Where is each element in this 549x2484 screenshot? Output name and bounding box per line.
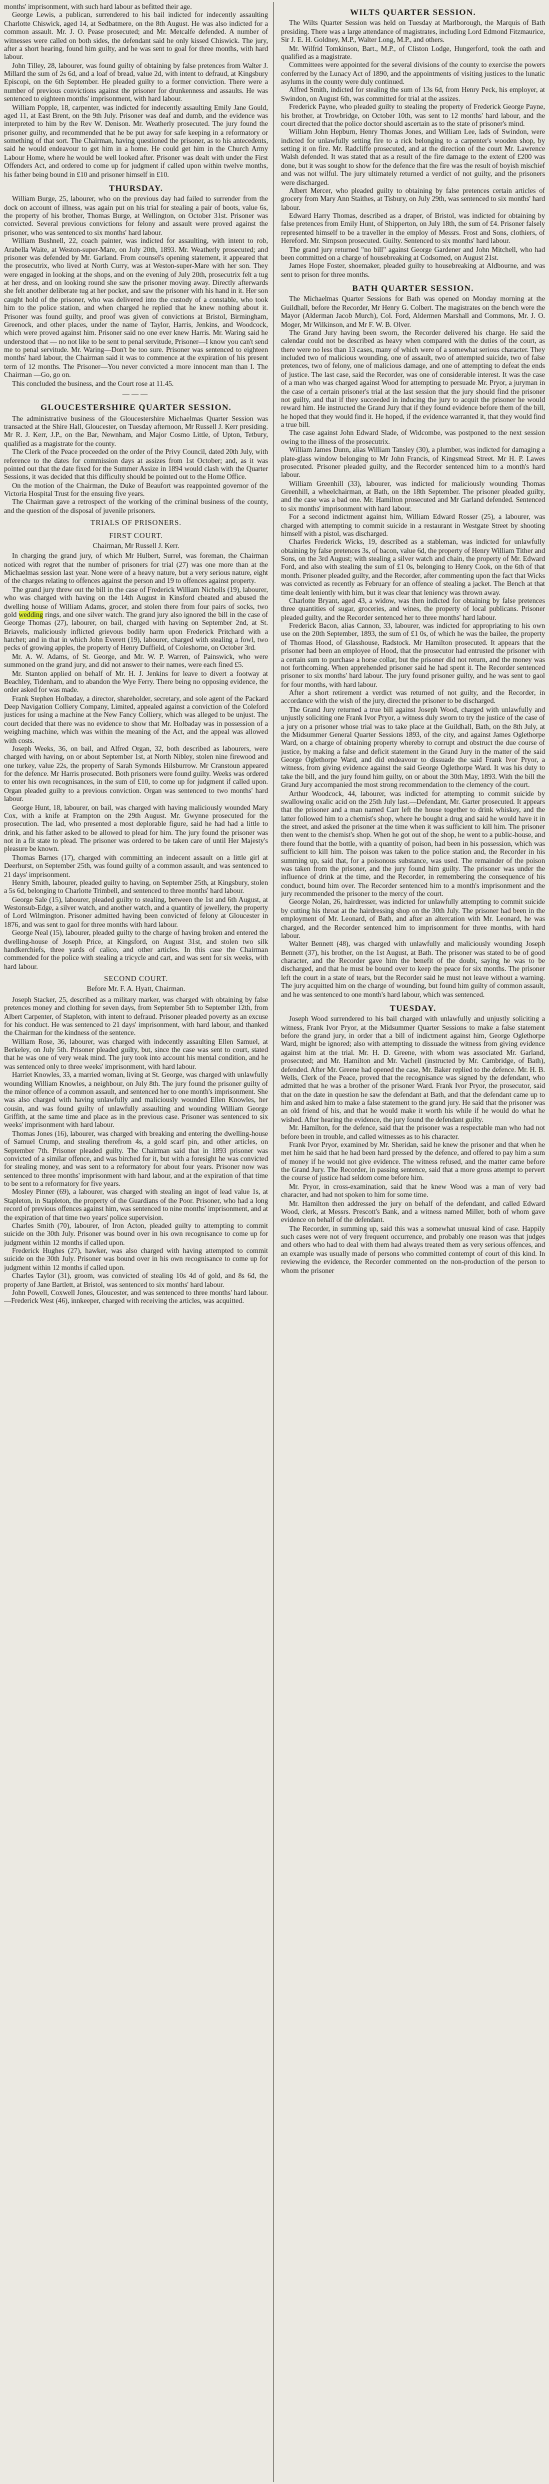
paragraph: The Recorder, in summing up, said this was a somewhat unusual kind of case. Happily such cases were not of very frequent occurrence, and probably one reason was that judges and others who had to deal with them had always treated them as very serious offences, and an example was usually made of persons who committed contempt of court of this kind. In reviewing the evidence, the Recorder commented on the non-production of the person to whom the prisoner <box>281 1224 545 1275</box>
paragraph: William Rose, 36, labourer, was charged with indecently assaulting Ellen Samuel, at Berkeley, on July 5th. Prisoner pleaded guilty, but, since the case was sent to court, stated that he was one of very weak mind. The jury took into account his mental condition, and he was sentenced only to three weeks' imprisonment, with hard labour. <box>4 1037 268 1071</box>
paragraph: The case against John Edward Slade, of Widcombe, was postponed to the next session owing to the illness of the prosecutrix. <box>281 429 545 446</box>
paragraph: Edward Harry Thomas, described as a draper, of Bristol, was indicted for obtaining by false pretences from Emily Hunt, of Shipperton, on July 18th, the sum of £4. Prisoner falsely represented himself to be a traveller in the employ of Messrs. Frost and Sons, clothiers, of Hereford. Mr. Simpson prosecuted. Guilty. Sentenced to six months' hard labour. <box>281 212 545 246</box>
paragraph: The grand jury threw out the bill in the case of Frederick William Nicholls (19), labourer, who was charged with having on the 14th August in Kinsford cheated and abused the dwelling house of William Adams, grocer, and stolen there from four pairs of socks, two gold wedding rings, and one silver watch. The grand jury also ignored the bill in the case of George Thomas (27), labourer, on bail, charged with having on September 2nd, at St. Briavels, maliciously inflicted grievous bodily harm upon Frederick Pritchard with a hatchet; and in that in which John Everett (19), labourer, charged with stealing a fowl, two pecks of growing apples, the property of Henry Duffield, of Coleshorne, on October 3rd. <box>4 585 268 653</box>
paragraph: George Nolan, 26, hairdresser, was indicted for unlawfully attempting to commit suicide by cutting his throat at the hairdressing shop on the 30th July. The prisoner had been in the employment of Mr. Leonard, of Bath, and after an altercation with Mr. Leonard, he was charged, and the Recorder sentenced him to imprisonment for three months, with hard labour. <box>281 898 545 940</box>
paragraph: After a short retirement a verdict was returned of not guilty, and the Recorder, in accordance with the wish of the jury, directed the prisoner to be discharged. <box>281 689 545 706</box>
paragraph: James Hope Foster, shoemaker, pleaded guilty to housebreaking at Aldbourne, and was sent to prison for three months. <box>281 262 545 279</box>
paragraph: Joseph Weeks, 36, on bail, and Alfred Organ, 32, both described as labourers, were charged with having, on or about September 1st, at North Nibley, stolen nine firewood and one turkey, value 22s, the property of Sarah Symonds Hilsburrow. Mr Cranstoun appeared for the defence. Mr Harris prosecuted. Both prisoners were found guilty. Weeks was ordered to enter his own recognisances, in the sum of £10, to come up for judgment if called upon. Organ pleaded guilty to a previous conviction. Organ was sentenced to two months' hard labour. <box>4 744 268 804</box>
section-heading: TUESDAY. <box>389 1002 437 1013</box>
paragraph: Henry Smith, labourer, pleaded guilty to having, on September 25th, at Kingsbury, stolen a 5s 6d, belonging to Charlotte Trimbell, and sentenced to three months' hard labour. <box>4 878 268 896</box>
sub-heading: TRIALS OF PRISONERS. <box>90 518 182 528</box>
section-heading: BATH QUARTER SESSION. <box>352 283 474 293</box>
paragraph: Mr. Stanton applied on behalf of Mr. H. J. Jenkins for leave to divert a footway at Beachley, Tidenham, and to abandon the Wye Ferry. There being no opposing evidence, the order asked for was made. <box>4 669 268 695</box>
highlight-mark: wedding <box>18 610 44 619</box>
paragraph: Thomas Jones (16), labourer, was charged with breaking and entering the dwelling-house of Samuel Crump, and stealing therefrom 4s, a gold scarf pin, and other articles, on September 7th. Prisoner pleaded guilty. The Chairman said that in 1893 prisoner was convicted of a similar offence, and was birched for it, but with a foresight he was convicted for stealing money, and was sent to a reformatory for about four years. Prisoner now was sentenced to three months' imprisonment with hard labour, and at the expiration of that time to be sent to a reformatory for five years. <box>4 1129 268 1188</box>
left-column <box>4 3 268 2481</box>
paragraph: The Grand Jury having been sworn, the Recorder delivered his charge. He said the calendar could not be described as heavy when compared with the duties of the court, as there were no less than 13 cases, many of which were of a somewhat serious character. They included two of malicious wounding, one of assault, two of attempted suicide, two of false pretences, two of felony, one of malicious damage, and one of attempting to defeat the ends of justice. The last case, said the Recorder, was one of considerable interest. It was the case of a man who was charged against Wood for attempting to persuade Mr. Pryor, a juryman in the case of a certain prisoner's trial at the last session that the jury should find the prisoner not guilty, and that if they succeeded in inducing the jury to acquit the prisoner he would reward him. He instructed the Grand Jury that if they found evidence before them of the bill, he hoped that they would find it. He hoped, if the evidence warranted it, that they would find a true bill. <box>281 328 545 429</box>
paragraph: The Wilts Quarter Session was held on Tuesday at Marlborough, the Marquis of Bath presiding. There was a large attendance of magistrates, including Lord Edmond Fitzmaurice, Sir J. E. H. Goldney, M.P., Walter Long, M.P., and others. <box>281 19 545 45</box>
chairman-line: Before Mr. F. A. Hyatt, Chairman. <box>86 985 186 994</box>
paragraph: George Sale (15), labourer, pleaded guilty to stealing, between the 1st and 6th August, at Westonsub-Edge, a silver watch, and another watch, and a quantity of jewellery, the property of Lord Wilmington. Prisoner admitted having been convicted of felony at Gloucester in 1876, and was sent to gaol for three months with hard labour. <box>4 895 268 929</box>
paragraph: Mr. Pryor, in cross-examination, said that he knew Wood was a man of very bad character, and had not spoken to him for some time. <box>281 1182 545 1200</box>
paragraph: Mr. Hamilton, for the defence, said that the prisoner was a respectable man who had not before been in trouble, and called witnesses as to his character. <box>281 1124 545 1141</box>
right-column <box>281 3 545 2481</box>
paragraph: Charles Smith (70), labourer, of Iron Acton, pleaded guilty to attempting to commit suicide on the 30th July. Prisoner was bound over in his own recognisance to come up for judgment within 12 months if called upon. <box>4 1221 268 1247</box>
paragraph: William Greenhill (33), labourer, was indicted for maliciously wounding Thomas Greenhill, a wheelchairman, at Bath, on the 18th September. The prisoner pleaded guilty, and the case was a bad one. Mr. Hamilton prosecuted and Mr Garland defended. Sentenced to six months' imprisonment with hard labour. <box>281 479 545 513</box>
paragraph: William James Dunn, alias William Tansley (30), a plumber, was indicted for damaging a plate-glass window belonging to Mr John Francis, of Kingsmead Street. Mr H. P. Lawes prosecuted. Prisoner pleaded guilty, and the Recorder sentenced him to a month's hard labour. <box>281 446 545 480</box>
paragraph: Frederick Hughes (27), hawker, was also charged with having attempted to commit suicide on the 30th July. Prisoner was bound over in his own recognisance to come up for judgment within 12 months if called upon. <box>4 1247 268 1272</box>
paragraph: The administrative business of the Gloucestershire Michaelmas Quarter Session was transacted at the Shire Hall, Gloucester, on Tuesday afternoon, Mr Russell J. Kerr presiding. Mr R. J. Kerr, J.P., on the Bar, Newnham, and Major Cosmo Little, of Upton, Tetbury, qualified as a magistrate for the county. <box>4 414 268 448</box>
paragraph: The grand jury returned "no bill" against George Gardener and John Mitchell, who had been committed on a charge of housebreaking at Codsomed, on August 21st. <box>281 245 545 262</box>
paragraph: Walter Bennett (48), was charged with unlawfully and maliciously wounding Joseph Bennett (37), his brother, on the 1st August, at Bath. The prisoner was stated to be of good character, and the Recorder gave him the benefit of the doubt, saying he was to be discharged, and that he must be bound over to keep the peace for six months. The prisoner left the court in a state of tears, but the Recorder said he must not leave without a warning. The jury acquitted him on the charge of wounding, but found him guilty of common assault, and he was sentenced to one month's hard labour, which was sentenced. <box>281 940 545 999</box>
paragraph: John Powell, Coxwell Jones, Gloucester, and was sentenced to three months' hard labour.—Frederick West (46), innkeeper, charged with receiving the articles, was acquitted. <box>4 1288 268 1306</box>
paragraph: For a second indictment against him, William Edward Rosser (25), a labourer, was charged with attempting to commit suicide in a restaurant in Westgate Street by shooting himself with a pistol, was discharged. <box>281 513 545 538</box>
paragraph: Frank Stephen Holbaday, a director, shareholder, secretary, and sole agent of the Packard Deep Navigation Colliery Company, Limited, appealed against a conviction of the Coleford justices for using a machine at the New Fancy Colliery, which was alleged to be unjust. The court decided that there was no evidence to show that Mr. Holbaday was in possession of a weighing machine, which was within the meaning of the Act, and the appeal was allowed with costs. <box>4 694 268 745</box>
paragraph: The Michaelmas Quarter Sessions for Bath was opened on Monday morning at the Guildhall, before the Recorder, Mr Henry G. Colbert. The magistrates on the bench were the Mayor (Alderman Jacob Murch), Col. Ford, Aldermen Marshall and Commons, Mr. J. O. Moger, Mr Wilkinson, and Mr F. W. B. Olver. <box>281 295 545 329</box>
paragraph: George Lewis, a publican, surrendered to his bail indicted for indecently assaulting Charlotte Chiswick, aged 14, at Sedbatmere, on the 8th August. He was also indicted for a common assault. Mr. J. O. Pease prosecuted; and Mr. Metcalfe defended. A number of witnesses were called on both sides, the defendant said he only kissed Chiswick. The jury, after a short hearing, found him guilty, and he was sent to goal for three months, with hard labour. <box>4 11 268 62</box>
paragraph: Mr. Hamilton then addressed the jury on behalf of the defendant, and called Edward Wood, clerk, at Messrs. Prescott's Bank, and a witness named Miller, both of whom gave evidence on behalf of the defendant. <box>281 1199 545 1225</box>
paragraph: On the motion of the Chairman, the Duke of Beaufort was reappointed governor of the Victoria Hospital Trust for the ensuing five years. <box>4 481 268 498</box>
paragraph: John Tilley, 28, labourer, was found guilty of obtaining by false pretences from Walter J. Millard the sum of 2s 6d, and a loaf of bread, value 2d, with intent to defraud, at Kingsbury Episcopi, on the 6th September. He pleaded guilty to a former conviction. There were a number of previous convictions against the prisoner for drunkenness and assaults. He was sentenced to eighteen months' imprisonment, with hard labour. <box>4 61 268 104</box>
section-heading: WILTS QUARTER SESSION. <box>349 7 476 17</box>
sub-heading: SECOND COURT. <box>103 974 169 983</box>
paragraph: George Hunt, 18, labourer, on bail, was charged with having maliciously wounded Mary Cox, with a knife at Frampton on the 29th August. Mr. Gwynne prosecuted for the prosecution. The lad, who presented a most deplorable figure, said he had had a little to drink, and his father asked to be allowed to plead for him. The jury found the prisoner was not in a fit state to plead. The prisoner was ordered to be taken care of until Her Majesty's pleasure be known. <box>4 803 268 854</box>
paragraph: William John Hepburn, Henry Thomas Jones, and William Lee, lads of Swindon, were indicted for unlawfully setting fire to a rick belonging to a carpenter's wooden shop, by setting it on fire. Mr. Radcliffe prosecuted, and at the direction of the court Mr. Lawrence Walsh defended. It was stated that as a result of the fire damage to the extent of £200 was done, but it was sought to show for the defence that the fire was the result of boyish mischief and was not wilful. The jury ultimately returned a verdict of not guilty, and the prisoners were discharged. <box>281 128 545 187</box>
paragraph: Mosley Pinner (69), a labourer, was charged with stealing an ingot of lead value 1s, at Stapleton, in Stapleton, the property of the Guardians of the Poor. Prisoner, who had a long record of previous offences against him, was sentenced to nine months' imprisonment, and at the expiration of that time two years' police supervision. <box>4 1188 268 1222</box>
paragraph: Joseph Wood surrendered to his bail charged with unlawfully and unjustly soliciting a witness, Frank Ivor Pryor, at the Midsummer Quarter Sessions to make a false statement before the grand jury, in order that a bill of indictment against him, George Oglethorpe Ward, might be ignored; also with attempting to dissuade the witness from giving evidence against him at the trial. Mr. H. D. Greene, with whom was associated Mr. Garland, prosecuted; and Mr. Hamilton and Mr. Vachell (instructed by Mr. Cambridge, of Bath), defended. After Mr. Greene had opened the case, Mr. Baker replied to the defence. Mr. H. B. Wells, Clerk of the Peace, proved that the recognisance was signed by the defendant, who admitted that he was a brother of the prisoner Ward. Frank Ivor Pryor, the prosecutor, said that on the date in question he saw the defendant at Bath, and that the defendant came up to him and asked him to make a false statement to the grand jury. He said that the prisoner was an old friend of his, and that he would make it worth his while if he would do what he wished. After hearing the evidence, the jury found the defendant guilty. <box>281 1015 545 1124</box>
paragraph: Harriet Knowles, 33, a married woman, living at St. George, was charged with unlawfully wounding William Knowles, a neighbour, on July 8th. The jury found the prisoner guilty of the minor offence of a common assault, and sentenced her to one month's imprisonment. She was also charged with having unlawfully and maliciously wounded Ellen Knowles, her cousin, and was found guilty of unlawfully assaulting and wounding William George Griffith, at the same time and place as in the previous case. Prisoner was sentenced to six weeks' imprisonment with hard labour. <box>4 1071 268 1130</box>
paragraph: The Grand Jury returned a true bill against Joseph Wood, charged with unlawfully and unjustly soliciting one Frank Ivor Pryor, a witness duly sworn to try the justice of the case of a jury on a prisoner whose trial was to take place at the Guildhall, Bath, on the 8th July, at the Midsummer General Quarter Sessions 1893, of the city, and against James Oglethorpe Ward, on a charge of obtaining property whereby to corrupt and obstruct the due course of justice, by making a false and deficit statement in the Grand Jury in the matter of the said George Oglethorpe Ward, and did endeavour to dissuade the said Frank Ivor Pryor, a witness, from giving evidence against the said George Oglethorpe Ward. It was his duty to take the bill, and the jury found him guilty, on or about the 30th May, 1893. With the bill the Grand Jury accompanied the most strong recommendation to the clemency of the court. <box>281 705 545 790</box>
section-heading: THURSDAY. <box>108 182 164 193</box>
paragraph: William Popple, 18, carpenter, was indicted for indecently assaulting Emily Jane Gould, aged 11, at East Brent, on the 9th July. Prisoner was deaf and dumb, and the evidence was interpreted to him by the Rev W. Denison. Mr. Weatherly prosecuted. The jury found the prisoner guilty, and recommended that he be put away for safe keeping in a reformatory or something of that sort. The Chairman, having questioned the prisoner, as to his antecedents, said he would endeavour to get him in a home. He could get him in the Church Army Labour Home, where he would be well looked after. Prisoner was dealt with under the First Offenders Act, and ordered to come up for judgment if called upon within twelve months, his father being bound in £10 and prisoner himself in £10. <box>4 103 268 179</box>
column-divider <box>273 2 274 2482</box>
paragraph: Joseph Stacker, 25, described as a military marker, was charged with obtaining by false pretences money and clothing for seven days, from September 5th to September 12th, from Albert Carpenter, of Stapleton, with intent to defraud. Prisoner pleaded poverty as an excuse for his conduct. He was sentenced to 21 days' imprisonment, with hard labour, and thanked the Chairman for the kindness of the sentence. <box>4 995 268 1038</box>
paragraph: In charging the grand jury, of which Mr Hulbert, Surrel, was foreman, the Chairman noticed with regret that the number of prisoners for trial (27) was one more than at the Michaelmas session last year. None were of a heavy nature, but a very serious nature, eight of the charges relating to offences against the person and 19 to offences against property. <box>4 552 268 586</box>
paragraph: Alfred Smith, indicted for stealing the sum of 13s 6d, from Henry Peck, his employer, at Swindon, on August 6th, was committed for trial at the assizes. <box>281 86 545 103</box>
paragraph: The Chairman gave a retrospect of the working of the criminal business of the county, and the question of the disposal of juvenile prisoners. <box>4 498 268 515</box>
paragraph: This concluded the business, and the Court rose at 11.45. <box>12 379 174 388</box>
paragraph: George Neal (15), labourer, pleaded guilty to the charge of having broken and entered the dwelling-house of Joseph Price, at Kingsford, on August 31st, and stolen two silk handkerchiefs, three yards of calico, and other articles. In this case the Chairman commended for the police with stealing a tricycle and cart, and was sent for six weeks, with hard labour. <box>4 929 268 971</box>
paragraph: Mr. A. W. Adams, of St. George, and Mr. W. P. Warren, of Painswick, who were summoned on the grand jury, and did not answer to their names, were each fined £5. <box>4 652 268 670</box>
paragraph: Charles Frederick Wicks, 19, described as a stableman, was indicted for unlawfully obtaining by false pretences 3s, of bacon, value 6d, the property of Henry William Tither and Sons, on the 3rd August; with stealing a silver watch and chain, the property of Mr. Edward Ford, and also with stealing the sum of £1 0s, belonging to Henry Cook, on the 6th of that month. Prisoner pleaded guilty, and the Recorder, after commenting upon the fact that Wicks was convicted as recently as February for an offence of stealing a jacket. The Bench at that time dealt leniently with him, but it was clear that leniency was thrown away. <box>281 538 545 597</box>
paragraph: Arthur Woodcock, 44, labourer, was indicted for attempting to commit suicide by swallowing oxalic acid on the 25th July last.—Defendant, Mr. Garter prosecuted. It appears that the prisoner and a man named Carr left the house together to drink whiskey, and the latter followed him to a chemist's shop, where he bought a drug and said he would have it in the street, and asked the prisoner at the time when it was sufficient to kill him. The prisoner then went to the chemist's shop. When he got out of the shop, he went to a public-house, and there found that the bottle, with a quantity of poison, had been in his possession, which was sufficient to kill him. The poison was taken to the police station and, the Recorder in his summing up, said that, for a poisonous substance, was used. The remainder of the poison was taken from the prisoner, and the jury found him guilty. The prisoner was under the influence of drink at the time, and the Recorder, in remembering the consequence of his conduct, bound him over. The Recorder sentenced him to a month's imprisonment and the jury recommended the prisoner to the mercy of the court. <box>281 789 545 898</box>
paragraph: The Clerk of the Peace proceeded on the order of the Privy Council, dated 20th July, with reference to the dates for commission days at assizes from 1st October; and, as it was pointed out that the date fixed for the Summer Assize in 1894 would clash with the Quarter Sessions, it was decided that this difficulty should be pointed out to the Home Office. <box>4 448 268 482</box>
section-heading: GLOUCESTERSHIRE QUARTER SESSION. <box>40 402 232 413</box>
paragraph: Frederick Payne, who pleaded guilty to stealing the property of Frederick George Payne, his brother, at Trowbridge, on October 10th, was sent to 12 months' hard labour, and the court directed that the police doctor should ascertain as to the state of prisoner's mind. <box>281 103 545 128</box>
sub-heading: FIRST COURT. <box>109 530 163 540</box>
paragraph: Charlotte Bryant, aged 43, a widow, was then indicted for obtaining by false pretences three quantities of sugar, groceries, and wines, the property of local publicans. Prisoner pleaded guilty, and the Recorder sentenced her to three months' hard labour. <box>281 596 545 622</box>
paragraph: Committees were appointed for the several divisions of the county to exercise the powers conferred by the Lunacy Act of 1890, and the appointments of visiting justices to the lunatic asylums in the county were duly continued. <box>281 61 545 86</box>
section-separator: ——— <box>122 389 150 398</box>
paragraph: Frederick Bacon, alias Cannon, 33, labourer, was indicted for appropriating to his own use on the 20th September, 1893, the sum of £1 0s, of which he was the bailee, the property of Thomas Hood, of Glasshouse, Radstock. Mr Hamilton prosecuted. It appears that the prisoner had been an employee of Hood, that the prosecutor had entrusted the prisoner with a certain sum to purchase a horse collar, but the prisoner did not return, and the money was not forthcoming. When apprehended prisoner said he had spent it. The Recorder sentenced prisoner to six months' hard labour. The jury found prisoner guilty, and he was sent to gaol for four months, with hard labour. <box>281 622 545 689</box>
paragraph: Charles Taylor (31), groom, was convicted of stealing 10s 4d of gold, and 8s 6d, the property of Jane Bartlett, at Bristol, was sentenced to six months' hard labour. <box>4 1272 268 1289</box>
paragraph: Albert Mercer, who pleaded guilty to obtaining by false pretences certain articles of grocery from Mary Ann Staithes, at Tisbury, on July 29th, was sentenced to six months' hard labour. <box>281 186 545 212</box>
chairman-line: Chairman, Mr Russell J. Kerr. <box>92 541 180 550</box>
paragraph: Thomas Barnes (17), charged with committing an indecent assault on a little girl at Deerhurst, on September 25th, was found guilty of a common assault, and was sentenced to 21 days' imprisonment. <box>4 853 268 879</box>
paragraph: William Burge, 25, labourer, who on the previous day had failed to surrender from the dock on account of illness, was again put on his trial for stealing a pair of boots, value 6s, the property of his brother, Thomas Burge, at Wellington, on October 31st. Prisoner was convicted. Several previous convictions for felony and assault were proved against the prisoner, who was sentenced to six months' hard labour. <box>4 195 268 237</box>
paragraph: William Bushnell, 22, coach painter, was indicted for assaulting, with intent to rob, Arabella Waite, at Weston-super-Mare, on July 20th, 1893. Mr. Weatherly prosecuted; and prisoner was defended by Mr. Garland. From counsel's opening statement, it appeared that the prosecutrix, who lived at North Curry, was at Weston-super-Mare with her son. They were engaged in looking at the shops, and on the evening of July 20th, prosecutrix felt a tug at her dress, and on looking round she saw the prisoner moving away. Directly afterwards she felt another deliberate tug at her pocket, and saw the prisoner with his hand in it. Her son caught hold of the prisoner, who was delivered into the custody of a constable, who took him to the police station, and when charged he replied that he knew nothing about it. Prisoner was found guilty, and proof was given of convictions at Bristol, Birmingham, Greenock, and other places, under the name of Taylor, Harris, Jenkins, and Woodcock, which were proved against him. Prisoner said no one ever knew Harris. Mr. Waring said he understood that — no not like to be sent to penal servitude, Prisoner—I know you can't send me to penal servitude. Mr. Waring—Don't be too sure. Prisoner was sentenced to eighteen months' hard labour, the Chairman said it was to commence at the expiration of his present term of 12 months. The Prisoner—You never convicted a more innocent man than I. The Chairman —Go, go on. <box>4 237 268 380</box>
paragraph: months' imprisonment, with such hard labour as befitted their age. <box>4 3 192 11</box>
paragraph: Frank Ivor Pryor, examined by Mr. Sheridan, said he knew the prisoner and that when he met him he said that he had been hard pressed by the defence, and offered to pay him a sum of money if he would not give evidence. The witness refused, and the matter came before the Grand Jury. The Recorder, in passing sentence, said that a more gross attempt to pervert the course of justice had seldom come before him. <box>281 1140 545 1183</box>
paragraph: Mr. Wilfrid Tomkinson, Bart., M.P., of Cliston Lodge, Hungerford, took the oath and qualified as a magistrate. <box>281 44 545 61</box>
